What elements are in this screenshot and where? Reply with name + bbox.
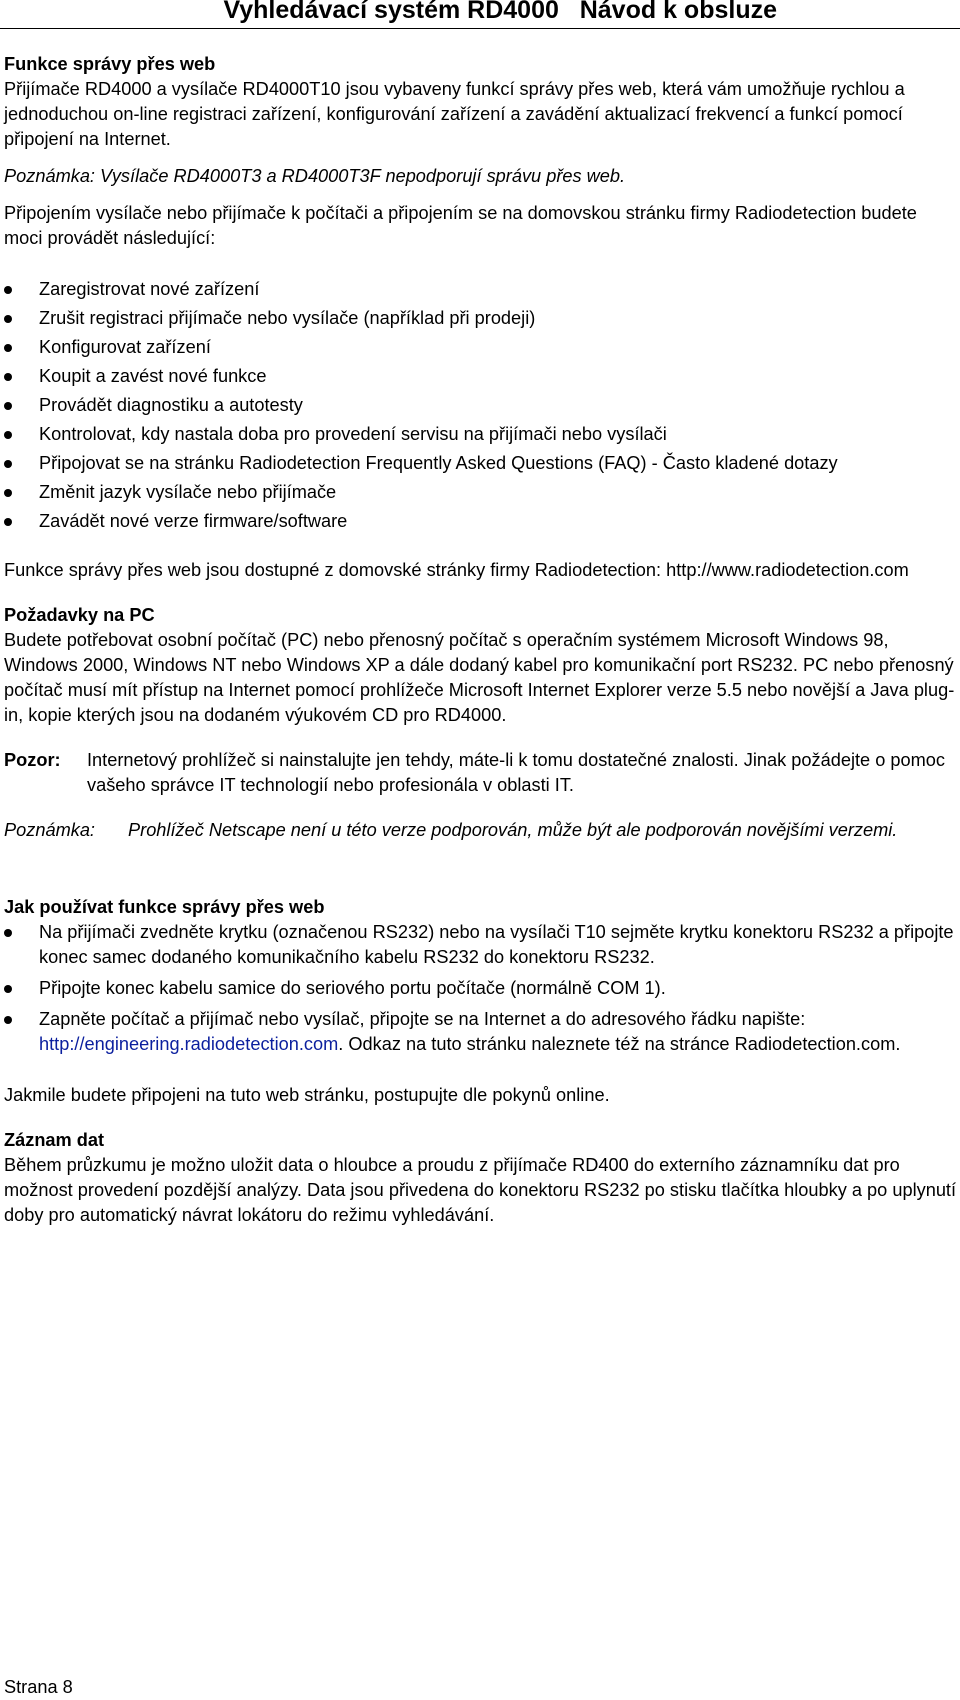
page-number: Strana 8 [4,1677,73,1697]
how-to-steps [4,920,958,1057]
feature-list-item: Provádět diagnostiku a autotesty [4,393,958,418]
feature-list-item: Konfigurovat zařízení [4,335,958,360]
feature-list-item: Zrušit registraci přijímače nebo vysílače (například při prodeji) [4,306,958,331]
bullet-icon [4,489,12,497]
how-to-step: Připojte konec kabelu samice do seriového portu počítače (normálně COM 1). [4,976,958,1001]
web-management-availability: Funkce správy přes web jsou dostupné z domovské stránky firmy Radiodetection: http://www.radiodetection.com [4,560,909,580]
bullet-icon [4,373,12,381]
feature-list-item: Kontrolovat, kdy nastala doba pro provedení servisu na přijímači nebo vysílači [4,422,958,447]
how-to-step: Na přijímači zvedněte krytku (označenou RS232) nebo na vysílači T10 sejměte krytku konektoru RS232 a připojte konec samec dodaného komunikačního kabelu RS232 do konektoru RS232. [4,920,958,970]
web-management-intro: Přijímače RD4000 a vysílače RD4000T10 jsou vybaveny funkcí správy přes web, která vám umožňuje rychlou a jednoduchou on-line registraci zařízení, konfigurování zařízení a zavádění aktualizací frekvencí a funkcí pomocí připojení na Internet. [4,79,905,149]
bullet-icon [4,985,12,993]
bullet-icon [4,344,12,352]
caution-label: Pozor: [4,750,61,770]
browser-note-block [4,818,958,843]
bullet-icon [4,315,12,323]
header-title: Vyhledávací systém RD4000 Návod k obsluze [223,0,777,24]
how-to-closing: Jakmile budete připojeni na tuto web stránku, postupujte dle pokynů online. [4,1085,610,1105]
section-heading-web-management: Funkce správy přes web [4,54,216,74]
caution-text: Internetový prohlížeč si nainstalujte jen tehdy, máte-li k tomu dostatečné znalosti. Jinak požádejte o pomoc vašeho správce IT technologií nebo profesionála v oblasti IT. [87,750,945,795]
bullet-icon [4,518,12,526]
how-to-step: Zapněte počítač a přijímač nebo vysílač, připojte se na Internet a do adresového řádku napište: http://engineering.radiodetection.com. Odkaz na tuto stránku naleznete též na stránce Radiodetection.com. [4,1007,958,1057]
feature-list-item: Zaregistrovat nové zařízení [4,277,958,302]
bullet-icon [4,286,12,294]
bullet-icon [4,1016,12,1024]
section-heading-pc-requirements: Požadavky na PC [4,605,155,625]
browser-note-label: Poznámka: [4,820,95,840]
web-management-note: Poznámka: Vysílače RD4000T3 a RD4000T3F nepodporují správu přes web. [4,166,626,186]
feature-list-item: Zavádět nové verze firmware/software [4,509,958,534]
feature-list-item: Připojovat se na stránku Radiodetection Frequently Asked Questions (FAQ) - Často kladené dotazy [4,451,958,476]
bullet-icon [4,929,12,937]
caution-block [4,748,958,798]
section-heading-how-to: Jak používat funkce správy přes web [4,897,325,917]
bullet-icon [4,431,12,439]
bullet-icon [4,402,12,410]
section-heading-data-logging: Záznam dat [4,1130,105,1150]
data-logging-text: Během průzkumu je možno uložit data o hloubce a proudu z přijímače RD400 do externího záznamníku dat pro možnost provedení pozdější analýzy. Data jsou přivedena do konektoru RS232 po stisku tlačítka hloubky a po uplynutí doby pro automatický návrat lokátoru do režimu vyhledávání. [4,1155,957,1225]
engineering-link[interactable]: http://engineering.radiodetection.com [39,1034,339,1054]
document-content [4,52,958,1228]
bullet-icon [4,460,12,468]
feature-list [4,277,958,534]
page-header [0,0,960,29]
feature-list-item: Změnit jazyk vysílače nebo přijímače [4,480,958,505]
feature-list-item: Koupit a zavést nové funkce [4,364,958,389]
connect-description: Připojením vysílače nebo přijímače k počítači a připojením se na domovskou stránku firmy Radiodetection budete moci provádět následující: [4,203,917,248]
browser-note-text: Prohlížeč Netscape není u této verze podporován, může být ale podporován novějšími verzemi. [128,820,898,840]
pc-requirements-text: Budete potřebovat osobní počítač (PC) nebo přenosný počítač s operačním systémem Microsoft Windows 98, Windows 2000, Windows NT nebo Windows XP a dále dodaný kabel pro komunikační port RS232. PC nebo přenosný počítač musí mít přístup na Internet pomocí prohlížeče Microsoft Internet Explorer verze 5.5 nebo novější a Java plug-in, kopie kterých jsou na dodaném výukovém CD pro RD4000. [4,630,955,725]
